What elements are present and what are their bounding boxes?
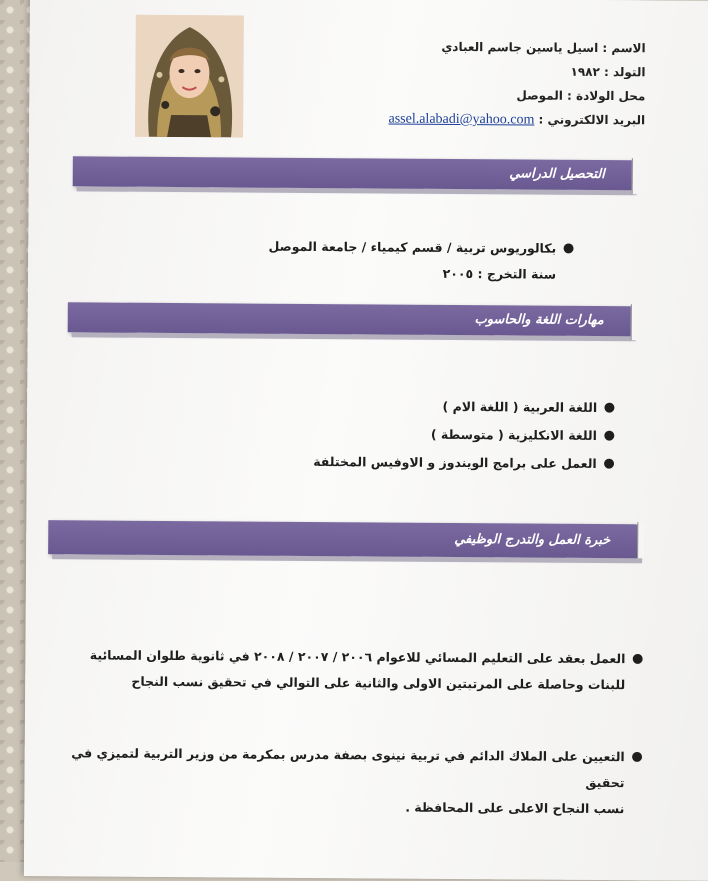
skills-title: مهارات اللغة والحاسوب xyxy=(474,312,604,329)
list-item xyxy=(199,447,619,478)
list-item xyxy=(66,740,647,822)
experience-line: نسب النجاح الاعلى على المحافظة . xyxy=(405,799,625,817)
cv-page xyxy=(24,0,708,881)
bullet-icon: ● xyxy=(631,749,643,765)
experience-line: العمل بعقد على التعليم المسائي للاعوام ٢٠٠٦ / ٢٠٠٧ / ٢٠٠٨ في ثانوية طلوان المسائية xyxy=(89,647,626,667)
header-edge xyxy=(631,304,638,340)
email-link[interactable]: assel.alabadi@yahoo.com xyxy=(388,111,535,128)
bullet-icon: ● xyxy=(631,651,644,667)
skill-text: العمل على برامج الويندوز و الاوفيس المختلفة xyxy=(313,453,597,471)
degree-text: بكالوريوس تربية / قسم كيمياء / جامعة الموصل xyxy=(268,238,557,256)
experience-title: خبرة العمل والتدرج الوظيفي xyxy=(454,531,611,549)
education-title: التحصيل الدراسي xyxy=(509,166,605,183)
education-header xyxy=(73,156,633,190)
bullet-icon: ● xyxy=(603,400,616,416)
header-edge xyxy=(632,158,639,194)
header-edge xyxy=(637,522,644,558)
graduation-text: سنة التخرج : ٢٠٠٥ xyxy=(442,265,557,282)
experience-header xyxy=(48,520,638,558)
list-item xyxy=(178,233,578,262)
bullet-icon: ● xyxy=(603,428,615,444)
list-item xyxy=(199,419,619,450)
list-item xyxy=(199,391,619,422)
education-list xyxy=(178,233,578,288)
name-line: الاسم : اسيل ياسين جاسم العبادي xyxy=(441,39,646,56)
experience-line: للبنات وحاصلة على المرتبتين الاولى والثانية على التوالي في تحقيق نسب النجاح xyxy=(131,673,626,693)
experience-line: التعيين على الملاك الدائم في تربية نينوى بصفة مدرس بمكرمة من وزير التربية لتميزي في تحقيق xyxy=(71,745,625,791)
skills-list xyxy=(199,391,620,478)
personal-info xyxy=(245,34,646,133)
bullet-icon: ● xyxy=(603,456,615,472)
experience-list xyxy=(66,642,647,822)
list-item xyxy=(67,642,647,698)
birthplace-line: محل الولادة : الموصل xyxy=(516,88,646,104)
email-line xyxy=(245,106,645,133)
skill-text: اللغة الانكليزية ( متوسطة ) xyxy=(430,426,597,443)
email-label: البريد الالكتروني : xyxy=(538,112,646,128)
profile-photo xyxy=(135,15,244,138)
skills-header xyxy=(68,302,632,336)
bullet-icon: ● xyxy=(562,240,575,256)
skill-text: اللغة العربية ( اللغة الام ) xyxy=(442,398,598,415)
birth-year-line: التولد : ١٩٨٢ xyxy=(570,64,646,80)
